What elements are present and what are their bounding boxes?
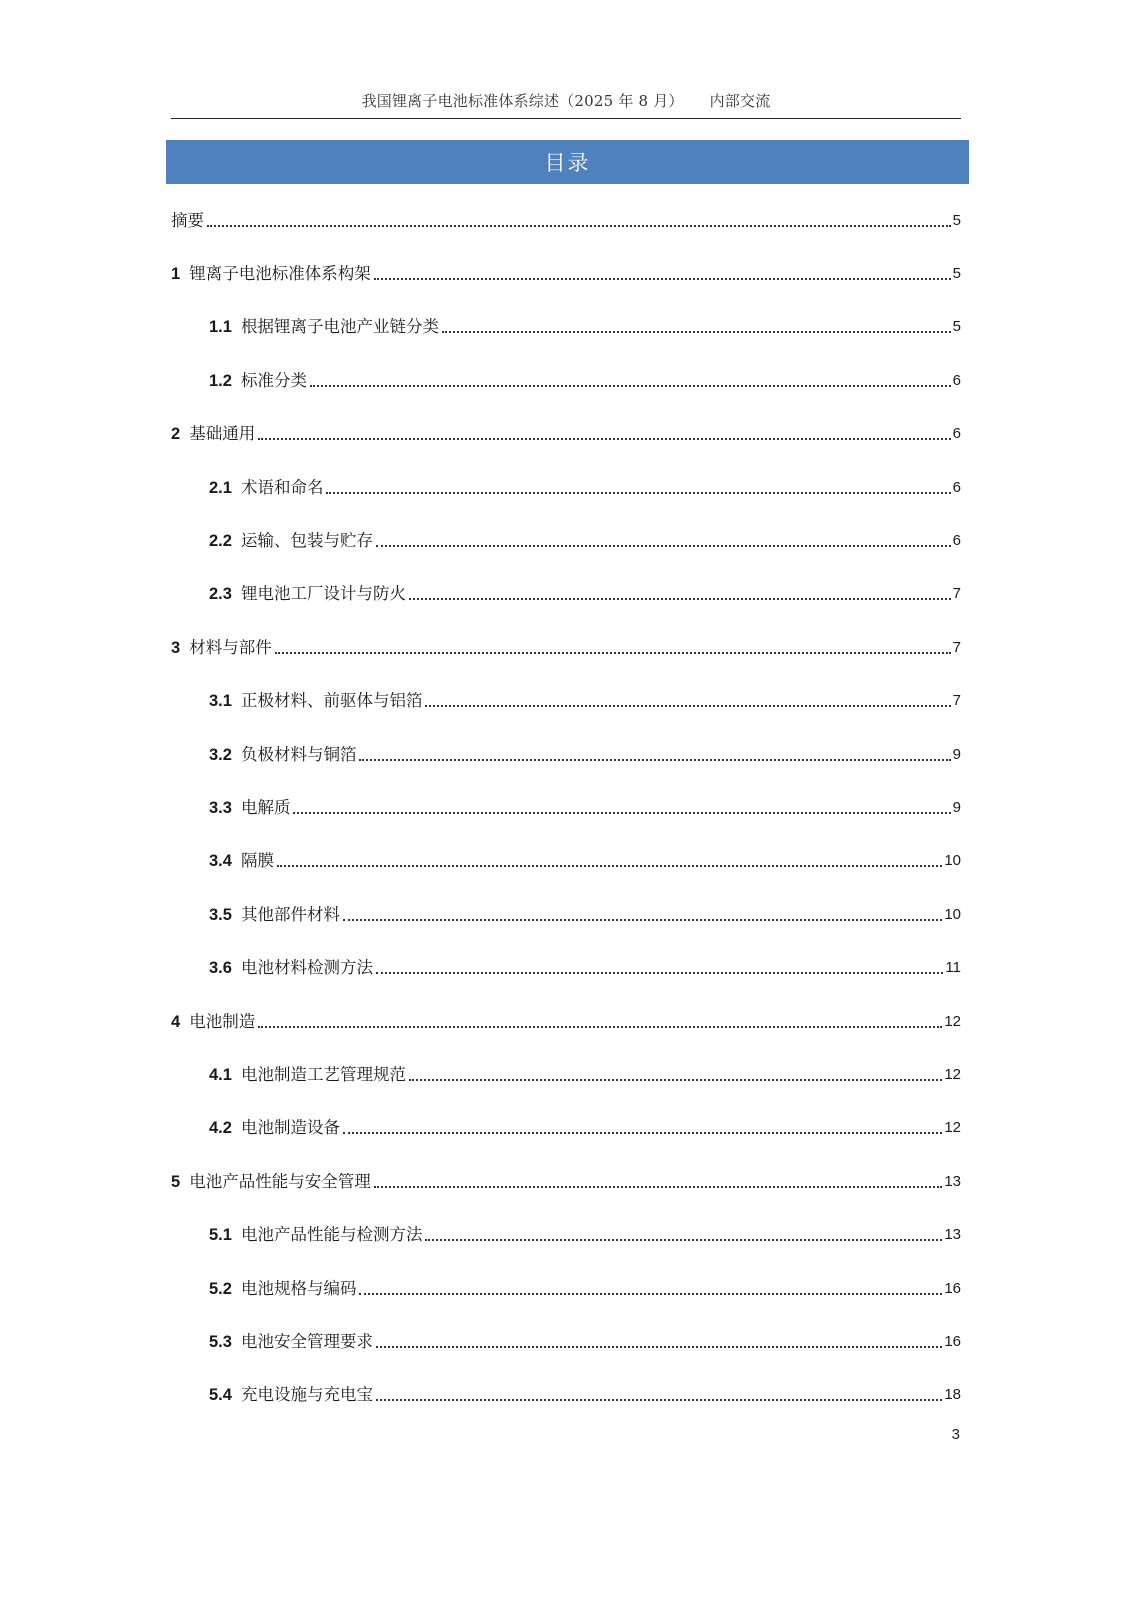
toc-entry-title: 正极材料、前驱体与铝箔 xyxy=(240,691,423,711)
toc-entry-page: 12 xyxy=(944,1012,961,1030)
toc-entry-title: 锂电池工厂设计与防火 xyxy=(240,584,406,604)
toc-entry-number: 2.3 xyxy=(209,585,232,604)
page-number: 3 xyxy=(951,1426,960,1443)
dot-leader xyxy=(207,225,951,227)
toc-entry-page: 6 xyxy=(952,532,961,550)
toc-entry[interactable] xyxy=(171,461,961,514)
toc-entry[interactable] xyxy=(171,1208,961,1261)
dot-leader xyxy=(326,492,950,494)
toc-entry-title: 锂离子电池标准体系构架 xyxy=(189,264,371,284)
toc-entry[interactable] xyxy=(171,301,961,354)
dot-leader xyxy=(442,331,951,333)
toc-entry-number: 4.1 xyxy=(209,1065,232,1084)
dot-leader xyxy=(359,1293,942,1295)
header-title: 我国锂离子电池标准体系综述（2025 年 8 月） xyxy=(361,92,684,110)
toc-entry[interactable] xyxy=(171,1262,961,1315)
toc-entry-title: 运输、包装与贮存 xyxy=(240,531,373,551)
dot-leader xyxy=(425,1239,942,1241)
toc-entry-title: 根据锂离子电池产业链分类 xyxy=(240,317,439,337)
toc-entry-number: 1.1 xyxy=(209,318,232,337)
dot-leader xyxy=(374,278,951,280)
dot-leader xyxy=(275,652,951,654)
toc-entry-page: 6 xyxy=(952,371,961,389)
toc-entry-number: 4 xyxy=(171,1012,181,1031)
toc-entry[interactable] xyxy=(171,621,961,674)
toc-entry[interactable] xyxy=(171,835,961,888)
toc-entry-number: 2.2 xyxy=(209,532,232,551)
toc-entry-number: 3.6 xyxy=(209,959,232,978)
toc-entry[interactable] xyxy=(171,888,961,941)
toc-entry[interactable] xyxy=(171,781,961,834)
toc-entry-page: 6 xyxy=(952,425,961,443)
toc-entry-page: 7 xyxy=(952,638,961,656)
dot-leader xyxy=(376,1399,942,1401)
dot-leader xyxy=(258,438,950,440)
toc-entry-page: 10 xyxy=(944,852,961,870)
toc-entry-title: 术语和命名 xyxy=(240,477,324,497)
toc-entry[interactable] xyxy=(171,941,961,994)
toc-entry[interactable] xyxy=(171,247,961,300)
toc-entry-page: 16 xyxy=(944,1279,961,1297)
dot-leader xyxy=(376,545,951,547)
toc-entry-page: 7 xyxy=(952,585,961,603)
running-header xyxy=(171,90,961,111)
toc-entry[interactable] xyxy=(171,1048,961,1101)
toc-entry[interactable] xyxy=(171,408,961,461)
toc-entry-page: 10 xyxy=(944,905,961,923)
toc-entry[interactable] xyxy=(171,1315,961,1368)
toc-entry-page: 12 xyxy=(944,1119,961,1137)
toc-entry-number: 4.2 xyxy=(209,1119,232,1138)
toc-title: 目录 xyxy=(544,151,591,175)
toc-entry-number: 1 xyxy=(171,265,181,284)
toc-entry-title: 摘要 xyxy=(171,210,204,230)
toc-entry-number: 3.2 xyxy=(209,745,232,764)
toc-entry-title: 充电设施与充电宝 xyxy=(240,1385,373,1405)
dot-leader xyxy=(258,1026,942,1028)
toc-entry-number: 3.5 xyxy=(209,905,232,924)
header-rule xyxy=(171,118,961,119)
dot-leader xyxy=(310,385,951,387)
toc-entry-title: 材料与部件 xyxy=(189,637,272,657)
toc-entry[interactable] xyxy=(171,194,961,247)
toc-entry-page: 11 xyxy=(945,959,961,977)
dot-leader xyxy=(359,759,950,761)
toc-entry-title: 电池制造 xyxy=(189,1011,256,1031)
toc-entry-title: 基础通用 xyxy=(189,424,256,444)
dot-leader xyxy=(277,865,942,867)
toc-entry-number: 3.3 xyxy=(209,798,232,817)
toc-entry[interactable] xyxy=(171,1102,961,1155)
toc-entry[interactable] xyxy=(171,995,961,1048)
dot-leader xyxy=(293,812,950,814)
toc-entry-title: 电池产品性能与安全管理 xyxy=(189,1171,371,1191)
toc-entry-title: 电解质 xyxy=(240,797,291,817)
toc-entry[interactable] xyxy=(171,514,961,567)
toc-entry-number: 5.4 xyxy=(209,1386,232,1405)
toc-entry-page: 16 xyxy=(944,1332,961,1350)
toc-entry-title: 其他部件材料 xyxy=(240,904,340,924)
table-of-contents xyxy=(171,194,961,1422)
toc-entry-page: 13 xyxy=(944,1172,961,1190)
toc-entry-page: 18 xyxy=(944,1386,961,1404)
toc-entry-title: 电池制造设备 xyxy=(240,1118,340,1138)
toc-entry[interactable] xyxy=(171,675,961,728)
dot-leader xyxy=(409,1079,942,1081)
toc-entry-title: 电池材料检测方法 xyxy=(240,958,373,978)
toc-entry[interactable] xyxy=(171,354,961,407)
toc-entry-title: 负极材料与铜箔 xyxy=(240,744,357,764)
toc-entry-title: 电池产品性能与检测方法 xyxy=(240,1225,423,1245)
toc-entry[interactable] xyxy=(171,1155,961,1208)
toc-entry-title: 电池安全管理要求 xyxy=(240,1331,373,1351)
toc-entry-title: 标准分类 xyxy=(240,370,307,390)
toc-entry-page: 9 xyxy=(952,745,961,763)
toc-entry-number: 5 xyxy=(171,1172,181,1191)
toc-entry[interactable] xyxy=(171,568,961,621)
toc-entry-page: 12 xyxy=(944,1065,961,1083)
dot-leader xyxy=(376,972,943,974)
toc-entry-number: 3 xyxy=(171,638,181,657)
dot-leader xyxy=(343,919,942,921)
dot-leader xyxy=(409,598,951,600)
toc-entry-number: 5.2 xyxy=(209,1279,232,1298)
toc-entry-page: 6 xyxy=(952,478,961,496)
toc-entry-number: 2.1 xyxy=(209,478,232,497)
toc-entry-page: 7 xyxy=(952,692,961,710)
toc-entry-number: 2 xyxy=(171,425,181,444)
toc-entry-number: 3.4 xyxy=(209,852,232,871)
dot-leader xyxy=(376,1346,942,1348)
header-tag: 内部交流 xyxy=(709,92,771,110)
toc-entry-page: 5 xyxy=(952,211,961,229)
toc-entry-number: 3.1 xyxy=(209,692,232,711)
dot-leader xyxy=(425,705,950,707)
toc-entry-title: 隔膜 xyxy=(240,851,274,871)
toc-entry[interactable] xyxy=(171,728,961,781)
toc-entry-page: 5 xyxy=(952,318,961,336)
dot-leader xyxy=(343,1132,942,1134)
toc-entry-number: 5.3 xyxy=(209,1332,232,1351)
toc-entry-number: 1.2 xyxy=(209,371,232,390)
toc-entry-title: 电池制造工艺管理规范 xyxy=(240,1064,406,1084)
toc-entry-number: 5.1 xyxy=(209,1226,232,1245)
dot-leader xyxy=(374,1186,943,1188)
toc-entry-page: 5 xyxy=(952,265,961,283)
toc-entry-page: 13 xyxy=(944,1226,961,1244)
toc-entry-title: 电池规格与编码 xyxy=(240,1278,357,1298)
toc-entry[interactable] xyxy=(171,1369,961,1422)
toc-title-bar xyxy=(166,140,969,184)
toc-entry-page: 9 xyxy=(952,798,961,816)
